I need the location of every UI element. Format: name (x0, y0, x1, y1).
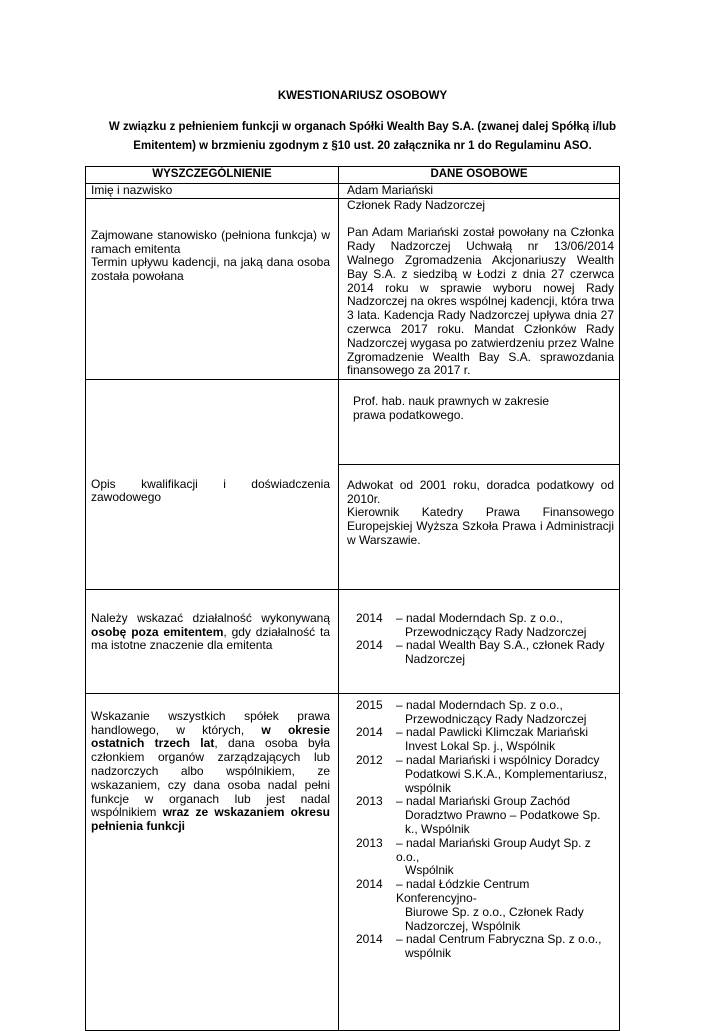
list-item (356, 612, 611, 640)
list-item (356, 878, 611, 933)
entry-line2: Nadzorczej (405, 652, 466, 667)
table-row (86, 198, 620, 379)
entry-line2: Biurowe Sp. z o.o., Członek Rady Nadzorczej, Wspólnik (405, 904, 584, 933)
table-row (86, 589, 620, 693)
entry-line2: Wspólnik (405, 863, 454, 878)
entry-year: 2015 (356, 697, 383, 712)
list-item (356, 795, 611, 836)
entry-text (396, 699, 611, 727)
entry-text (396, 878, 611, 933)
list-item (356, 754, 611, 795)
label-outside-activity-post: , gdy działalność ta ma istotne znaczenie dla emitenta (91, 624, 330, 653)
entry-line1: – nadal Mariański Group Zachód (396, 794, 571, 809)
table-row (86, 184, 620, 199)
entry-year: 2014 (356, 877, 383, 892)
qualification-text: Prof. hab. nauk prawnych w zakresie prawa podatkowego. (353, 393, 550, 422)
entry-year: 2012 (356, 752, 383, 767)
entry-line2: wspólnik (405, 946, 452, 961)
value-companies (339, 693, 620, 1030)
experience-text-b: Kierownik Katedry Prawa Finansowego Europejskiej Wyższa Szkoła Prawa i Administracji w Warszawie. (347, 505, 614, 547)
entry-line1: – nadal Łódzkie Centrum Konferencyjno- (396, 877, 530, 905)
header-personal-data: DANE OSOBOWE (339, 167, 620, 184)
questionnaire-table (85, 166, 620, 1031)
entry-line1: – nadal Mariański Group Audyt Sp. z o.o., (396, 835, 591, 864)
entry-year: 2014 (356, 638, 383, 653)
list-item (356, 639, 611, 667)
entry-line2: Invest Lokal Sp. j., Wspólnik (405, 739, 556, 754)
entry-line1: – nadal Moderndach Sp. z o.o., (396, 610, 563, 625)
label-name: Imię i nazwisko (86, 184, 339, 199)
value-qualification (339, 379, 620, 464)
value-outside-activity (339, 589, 620, 693)
list-item (356, 837, 611, 878)
entry-line1: – nadal Wealth Bay S.A., członek Rady (396, 638, 605, 653)
companies-list (356, 699, 611, 961)
table-row (86, 693, 620, 1030)
entry-line1: – nadal Mariański i wspólnicy Doradcy (396, 752, 600, 767)
entry-text (396, 612, 611, 640)
label-position-b: Termin upływu kadencji, na jaką dana osoba została powołana (91, 255, 330, 284)
entry-line1: – nadal Pawlicki Klimczak Mariański (396, 725, 589, 740)
entry-line2: Podatkowi S.K.A., Komplementariusz, wspólnik (405, 766, 608, 795)
outside-activity-list (356, 612, 611, 667)
term-text: Pan Adam Mariański został powołany na Członka Rady Nadzorczej Uchwałą nr 13/06/2014 Walnego Zgromadzenia Akcjonariuszy Wealth Bay S.A. z siedzibą w Łodzi z dnia 27 czerwca 2014 roku w sprawie wyboru nowej Rady Nadzorczej na okres wspólnej kadencji, która trwa 3 lata. Kadencja Rady Nadzorczej upływa dnia 27 czerwca 2017 roku. Mandat Członków Rady Nadzorczej wygasa po zatwierdzeniu przez Walne Zgromadzenie Wealth Bay S.A. sprawozdania finansowego za 2017 r. (347, 225, 615, 378)
entry-line2: Przewodniczący Rady Nadzorczej (405, 711, 587, 726)
label-qualifications-text: Opis kwalifikacji i doświadczenia zawodowego (91, 476, 330, 505)
entry-year: 2013 (356, 794, 383, 809)
label-companies (86, 693, 339, 1030)
value-experience (339, 464, 620, 589)
value-name: Adam Mariański (339, 184, 620, 199)
label-companies-bold1: w okresie ostatnich trzech lat (91, 722, 330, 751)
experience-text-a: Adwokat od 2001 roku, doradca podatkowy od 2010r. (347, 477, 614, 506)
label-qualifications (86, 379, 339, 589)
document-title: KWESTIONARIUSZ OSOBOWY (277, 90, 448, 102)
list-item (356, 726, 611, 754)
entry-year: 2013 (356, 835, 383, 850)
entry-line2: Przewodniczący Rady Nadzorczej (405, 624, 587, 639)
value-position (339, 198, 620, 379)
label-position-a: Zajmowane stanowisko (pełniona funkcja) w ramach emitenta (91, 227, 330, 256)
entry-year: 2014 (356, 725, 383, 740)
header-specification: WYSZCZEGÓLNIENIE (86, 167, 339, 184)
entry-line2: Doradztwo Prawno – Podatkowe Sp. k., Wspólnik (405, 808, 601, 836)
label-position (86, 198, 339, 379)
intro-paragraph: W związku z pełnieniem funkcji w organach Spółki Wealth Bay S.A. (zwanej dalej Spółką i/lub Emitentem) w brzmieniu zgodnym z §10 ust. 20 załącznika nr 1 do Regulaminu ASO. (108, 121, 617, 152)
list-item (356, 699, 611, 727)
label-outside-activity-bold: osobę poza emitentem (91, 624, 224, 639)
entry-text (396, 795, 611, 836)
label-outside-activity (86, 589, 339, 693)
label-outside-activity-pre: Należy wskazać działalność wykonywaną (91, 610, 330, 625)
list-item (356, 933, 611, 961)
entry-text (396, 837, 611, 878)
entry-text (396, 933, 611, 961)
label-companies-bold2: wraz ze wskazaniem okresu pełnienia funkcji (91, 805, 330, 834)
entry-year: 2014 (356, 932, 383, 947)
entry-text (396, 639, 611, 667)
label-companies-pre: Wskazanie wszystkich spółek prawa handlowego, w których, (91, 708, 330, 737)
entry-line1: – nadal Moderndach Sp. z o.o., (396, 697, 563, 712)
entry-text (396, 726, 611, 754)
table-row (86, 379, 620, 464)
position-text: Członek Rady Nadzorczej (347, 197, 486, 212)
label-companies-mid: , dana osoba była członkiem organów zarządzających lub nadzorczych albo wspólnikiem, ze wskazaniem, czy dana osoba nadal pełni funkcje w organach lub jest nadal wspólnikiem (91, 736, 330, 820)
entry-text (396, 754, 611, 795)
table-header-row (86, 167, 620, 184)
entry-line1: – nadal Centrum Fabryczna Sp. z o.o., (396, 932, 602, 947)
entry-year: 2014 (356, 610, 383, 625)
